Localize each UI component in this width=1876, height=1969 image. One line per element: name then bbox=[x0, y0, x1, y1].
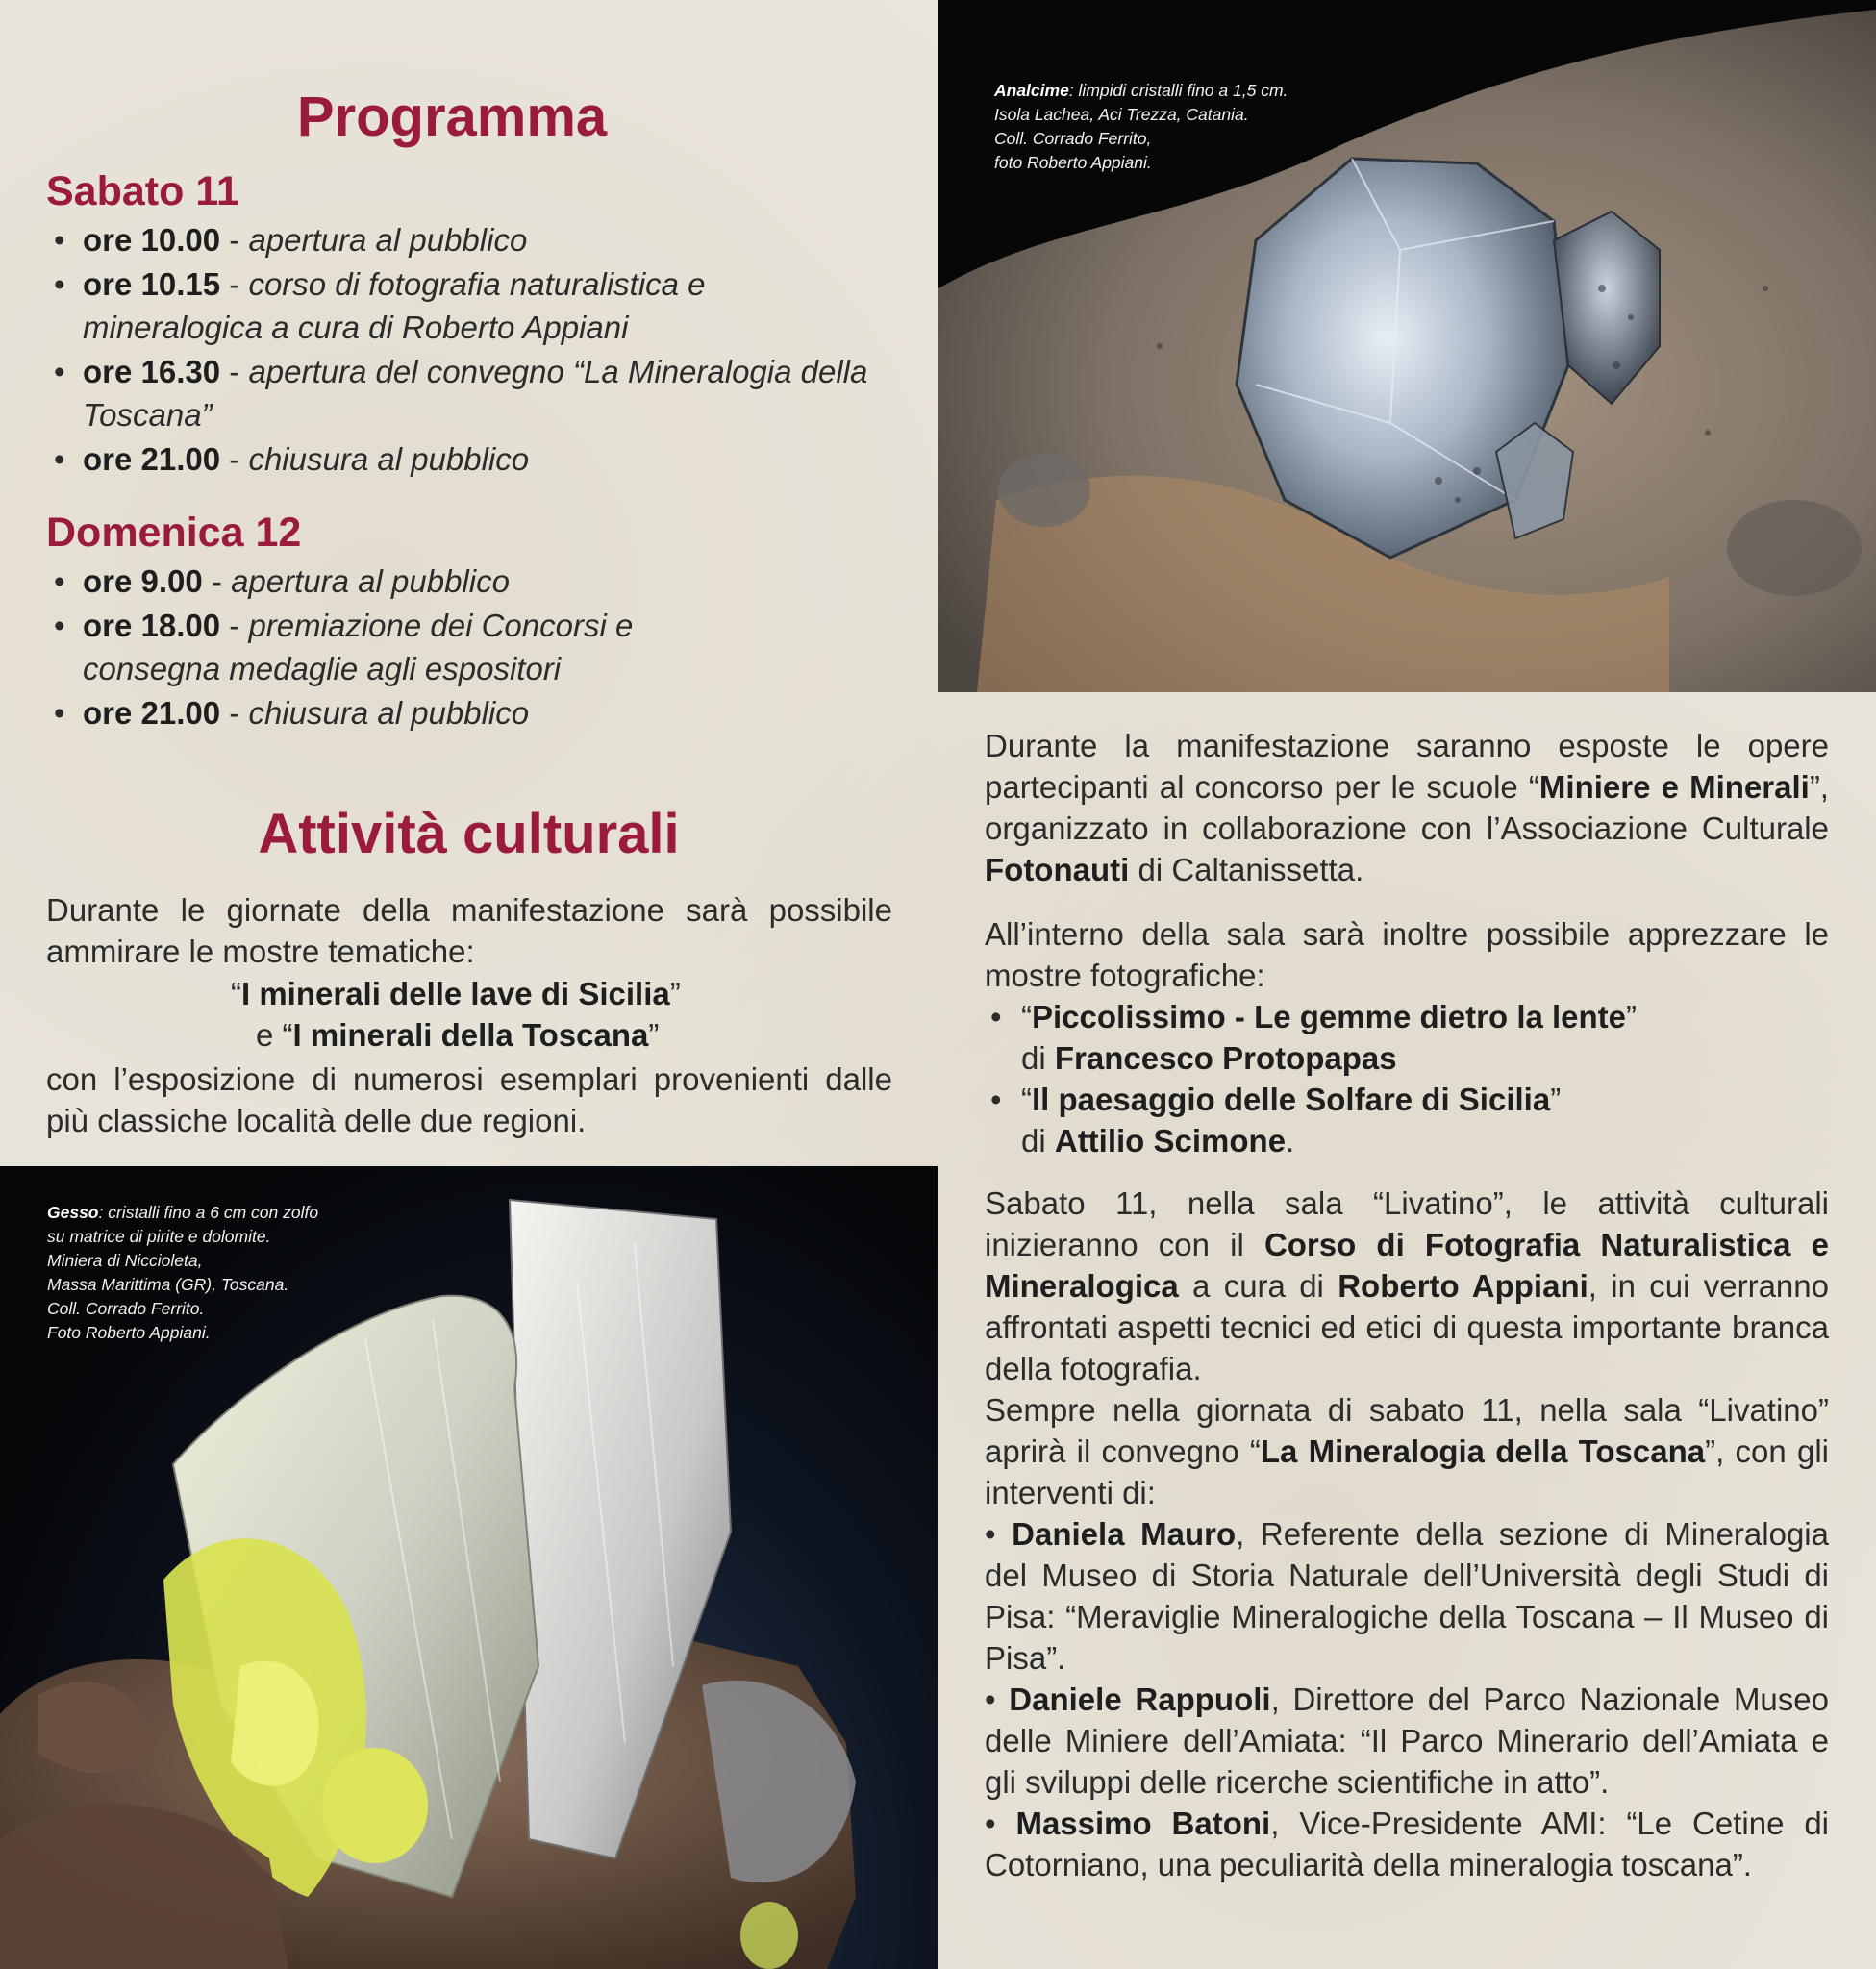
text: di bbox=[1021, 1123, 1055, 1159]
caption-line: foto Roberto Appiani. bbox=[994, 153, 1152, 172]
schedule-text: premiazione dei Concorsi e consegna medaglie agli espositori bbox=[83, 607, 634, 686]
right-paragraph-convegno bbox=[985, 1389, 1829, 1513]
analcime-photo bbox=[938, 0, 1876, 692]
mostra-title: Piccolissimo - Le gemme dietro la lente bbox=[1032, 999, 1627, 1034]
attivita-outro: con l’esposizione di numerosi esemplari provenienti dalle più classiche località delle due regioni. bbox=[46, 1061, 892, 1138]
mostra-1 bbox=[231, 973, 904, 1014]
mostra-title: Il paesaggio delle Solfare di Sicilia bbox=[1032, 1082, 1551, 1117]
mostra-2 bbox=[256, 1014, 929, 1056]
gesso-caption bbox=[47, 1201, 318, 1345]
caption-line: Coll. Corrado Ferrito, bbox=[994, 129, 1152, 148]
caption-line: Miniera di Niccioleta, bbox=[47, 1251, 203, 1270]
speaker-name: Massimo Batoni bbox=[1015, 1806, 1271, 1841]
quote-mark: ” bbox=[1626, 999, 1638, 1034]
quote-mark: “ bbox=[1021, 999, 1032, 1034]
separator: - bbox=[220, 222, 249, 258]
quote-mark: ” bbox=[1550, 1082, 1562, 1117]
schedule-text: chiusura al pubblico bbox=[248, 440, 530, 477]
bold-text: La Mineralogia della Toscana bbox=[1260, 1433, 1706, 1469]
text: di Caltanissetta. bbox=[1129, 852, 1364, 887]
schedule-time: ore 9.00 bbox=[83, 563, 203, 599]
caption-line: : cristalli fino a 6 cm con zolfo bbox=[98, 1203, 319, 1222]
mineral-name: Gesso bbox=[47, 1203, 99, 1222]
text: ”, organizzato in collaborazione con l’Associazione Culturale bbox=[985, 769, 1829, 846]
bold-text: Miniere e Minerali bbox=[1538, 769, 1810, 805]
attivita-title: Attività culturali bbox=[258, 803, 680, 865]
quote-mark: “ bbox=[231, 976, 241, 1011]
bullet: • bbox=[985, 1806, 1016, 1841]
caption-line: su matrice di pirite e dolomite. bbox=[47, 1227, 271, 1246]
bullet: • bbox=[990, 999, 1002, 1034]
right-paragraph-corso bbox=[985, 1183, 1829, 1389]
schedule-text: apertura del convegno “La Mineralogia della Toscana” bbox=[83, 353, 868, 433]
text: Durante la manifestazione saranno esposte le opere partecipanti al concorso per le scuole “ bbox=[985, 728, 1829, 805]
quote-mark: ” bbox=[648, 1017, 660, 1053]
list-item bbox=[46, 350, 883, 437]
speakers-list bbox=[985, 1513, 1829, 1885]
bullet: • bbox=[990, 1082, 1002, 1117]
caption-line: : limpidi cristalli fino a 1,5 cm. bbox=[1068, 81, 1288, 100]
separator: - bbox=[220, 265, 249, 302]
list-item bbox=[985, 1679, 1829, 1803]
text: Sempre nella giornata di sabato 11, nella sala “Livatino” aprirà il convegno “ bbox=[985, 1392, 1829, 1469]
text: Sabato 11, nella sala “Livatino”, le attività culturali inizieranno con il bbox=[985, 1185, 1829, 1262]
sabato-heading: Sabato 11 bbox=[46, 168, 239, 214]
speaker-name: Daniela Mauro bbox=[1012, 1516, 1237, 1552]
list-item bbox=[46, 604, 700, 691]
quote-mark: ” bbox=[669, 976, 681, 1011]
programma-title: Programma bbox=[296, 86, 608, 148]
bold-text: Roberto Appiani bbox=[1338, 1268, 1588, 1304]
separator: - bbox=[220, 440, 249, 477]
mostra-title: I minerali della Toscana bbox=[292, 1017, 649, 1053]
separator: - bbox=[220, 694, 249, 731]
text: ”, con gli interventi di: bbox=[985, 1433, 1829, 1510]
schedule-time: ore 10.15 bbox=[83, 265, 221, 302]
schedule-time: ore 18.00 bbox=[83, 607, 221, 643]
bullet: • bbox=[985, 1682, 1010, 1717]
domenica-schedule bbox=[46, 560, 700, 735]
caption-line: Coll. Corrado Ferrito. bbox=[47, 1299, 205, 1318]
list-item bbox=[985, 1079, 1829, 1161]
list-item bbox=[46, 560, 700, 604]
text: di bbox=[1021, 1040, 1055, 1076]
list-item bbox=[985, 1803, 1829, 1885]
schedule-text: apertura al pubblico bbox=[231, 563, 510, 599]
separator: - bbox=[220, 607, 249, 643]
caption-line: Foto Roberto Appiani. bbox=[47, 1323, 211, 1342]
bold-text: Fotonauti bbox=[985, 852, 1130, 887]
right-paragraph-mostre: All’interno della sala sarà inoltre possibile apprezzare le mostre fotografiche: bbox=[985, 916, 1829, 993]
author-name: Attilio Scimone bbox=[1054, 1123, 1287, 1159]
caption-line: Massa Marittima (GR), Toscana. bbox=[47, 1275, 289, 1294]
mostre-fotografiche-list bbox=[985, 996, 1829, 1161]
speaker-text: , Referente della sezione di Mineralogia del Museo di Storia Naturale dell’Università degli Studi di Pisa: “Meraviglie Mineralogiche della Toscana – Il Museo di Pisa”. bbox=[985, 1516, 1829, 1676]
bold-text: Corso di Fotografia Naturalistica e Mineralogica bbox=[985, 1227, 1829, 1304]
separator: - bbox=[220, 353, 249, 389]
schedule-time: ore 21.00 bbox=[83, 694, 221, 731]
gesso-photo bbox=[0, 1166, 938, 1969]
attivita-intro: Durante le giornate della manifestazione sarà possibile ammirare le mostre tematiche: bbox=[46, 892, 892, 969]
sabato-schedule bbox=[46, 218, 883, 481]
list-item bbox=[46, 437, 883, 482]
speaker-text: , Vice-Presidente AMI: “Le Cetine di Cotorniano, una peculiarità della mineralogia toscana”. bbox=[985, 1806, 1830, 1882]
speaker-text: , Direttore del Parco Nazionale Museo delle Miniere dell’Amiata: “Il Parco Minerario dell’Amiata e gli sviluppi delle ricerche scientifiche in atto”. bbox=[985, 1682, 1829, 1800]
schedule-text: corso di fotografia naturalistica e mineralogica a cura di Roberto Appiani bbox=[83, 265, 706, 345]
speaker-name: Daniele Rappuoli bbox=[1009, 1682, 1271, 1717]
caption-line: Isola Lachea, Aci Trezza, Catania. bbox=[994, 105, 1249, 124]
text: a cura di bbox=[1178, 1268, 1338, 1304]
schedule-text: chiusura al pubblico bbox=[248, 694, 530, 731]
mostra-title: I minerali delle lave di Sicilia bbox=[241, 976, 670, 1011]
quote-mark: e “ bbox=[256, 1017, 293, 1053]
mineral-name: Analcime bbox=[994, 81, 1069, 100]
schedule-time: ore 10.00 bbox=[83, 222, 221, 258]
list-item bbox=[46, 262, 883, 350]
separator: - bbox=[202, 563, 232, 599]
text: . bbox=[1286, 1123, 1295, 1159]
schedule-text: apertura al pubblico bbox=[248, 222, 528, 258]
author-name: Francesco Protopapas bbox=[1054, 1040, 1397, 1076]
schedule-time: ore 21.00 bbox=[83, 440, 221, 477]
list-item bbox=[985, 1513, 1829, 1679]
list-item bbox=[46, 218, 883, 262]
domenica-heading: Domenica 12 bbox=[46, 510, 302, 556]
bullet: • bbox=[985, 1516, 1013, 1552]
text: , in cui verranno affrontati aspetti tecnici ed etici di questa importante branca della fotografia. bbox=[985, 1268, 1829, 1386]
right-paragraph-concorso bbox=[985, 725, 1829, 890]
analcime-caption bbox=[994, 79, 1288, 175]
schedule-time: ore 16.30 bbox=[83, 353, 221, 389]
list-item bbox=[985, 996, 1829, 1079]
quote-mark: “ bbox=[1021, 1082, 1032, 1117]
list-item bbox=[46, 691, 700, 735]
